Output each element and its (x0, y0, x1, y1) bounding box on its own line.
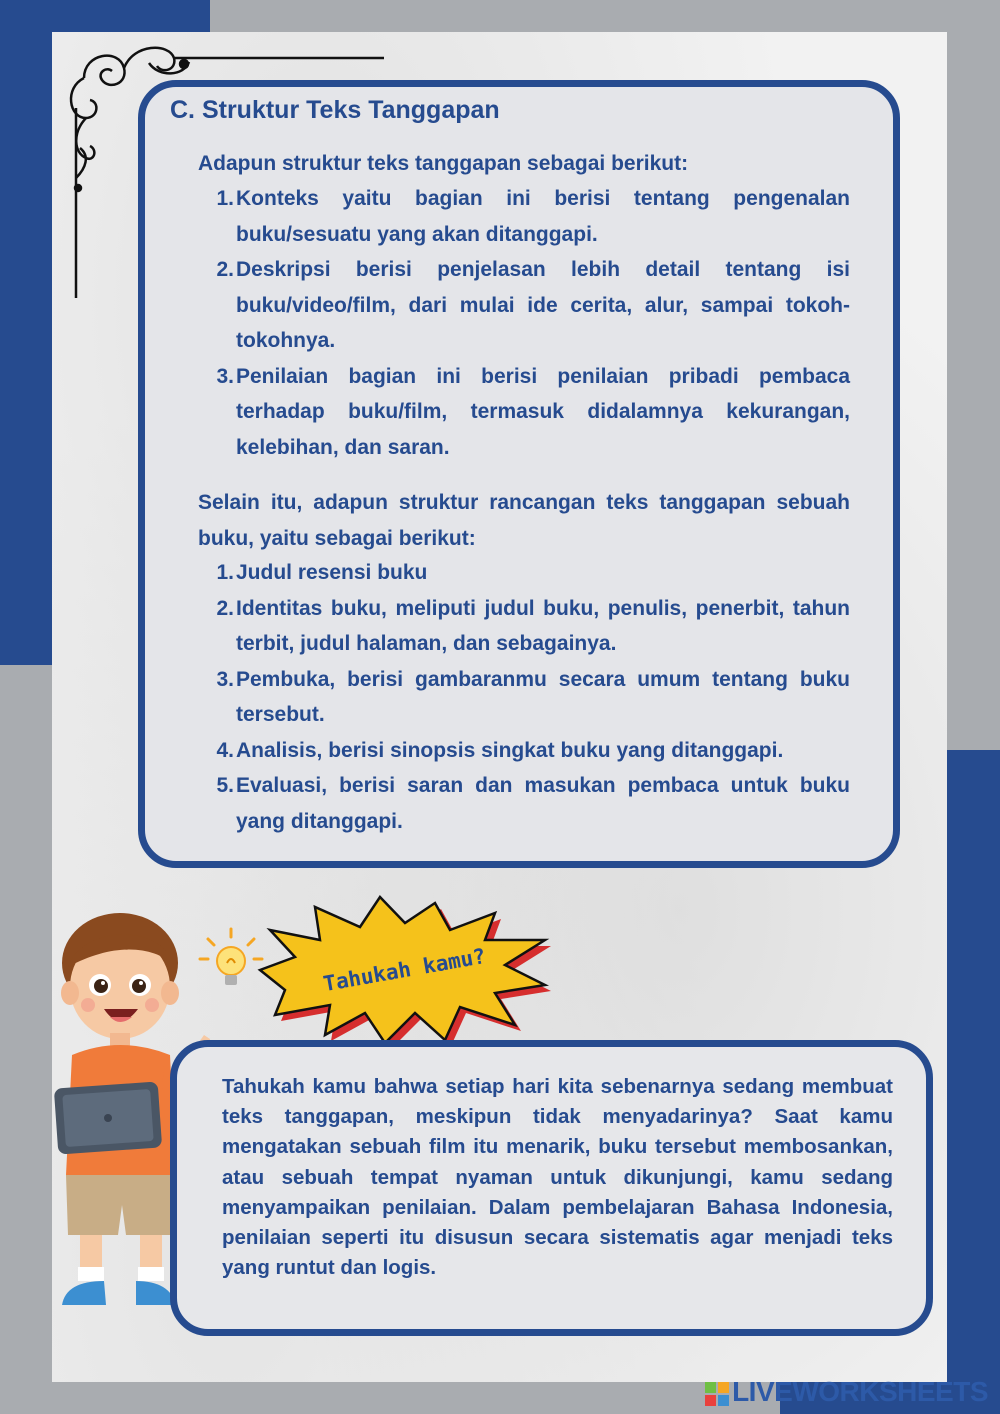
item-number: 3. (216, 364, 234, 388)
item-text: Evaluasi, berisi saran dan masukan pembaca untuk buku yang ditanggapi. (236, 774, 850, 833)
item-number: 1. (216, 187, 234, 210)
liveworksheets-logo-icon (705, 1382, 729, 1406)
background-block-bottom-right (940, 750, 1000, 1414)
liveworksheets-watermark (705, 1376, 988, 1408)
item-number: 2. (216, 258, 234, 281)
item-text: Penilaian bagian ini berisi penilaian pribadi pembaca terhadap buku/film, termasuk didalamnya kekurangan, kelebihan, dan saran. (236, 364, 850, 459)
item-number: 2. (216, 596, 234, 620)
item-number: 3. (216, 667, 234, 691)
item-number: 4. (216, 738, 234, 762)
intro-text: Adapun struktur teks tanggapan sebagai berikut: (198, 152, 689, 175)
background-strip-top (210, 0, 1000, 32)
item-number: 5. (216, 774, 234, 797)
structure-list (198, 181, 850, 465)
item-text: Identitas buku, meliputi judul buku, penulis, penerbit, tahun terbit, judul halaman, dan sebagainya. (236, 596, 850, 655)
section-title: C. Struktur Teks Tanggapan (170, 96, 500, 124)
item-text: Judul resensi buku (236, 561, 428, 584)
item-number: 1. (216, 561, 234, 584)
list-item (198, 662, 850, 733)
design-intro-text: Selain itu, adapun struktur rancangan teks tanggapan sebuah buku, yaitu sebagai berikut: (198, 491, 850, 550)
design-list (198, 555, 850, 839)
list-item (198, 359, 850, 466)
item-text: Konteks yaitu bagian ini berisi tentang pengenalan buku/sesuatu yang akan ditanggapi. (236, 187, 850, 246)
list-item (198, 252, 850, 359)
list-item (198, 591, 850, 662)
item-text: Analisis, berisi sinopsis singkat buku yang ditanggapi. (236, 738, 784, 762)
burst-label: Tahukah kamu? (321, 943, 488, 997)
item-text: Deskripsi berisi penjelasan lebih detail tentang isi buku/video/film, dari mulai ide cerita, alur, sampai tokoh-tokohnya. (236, 258, 850, 352)
list-item (198, 181, 850, 252)
item-text: Pembuka, berisi gambaranmu secara umum tentang buku tersebut. (236, 667, 850, 726)
watermark-text: LIVEWORKSHEETS (732, 1376, 988, 1407)
list-item (198, 733, 850, 769)
tahukah-kamu-burst (255, 895, 555, 1045)
fact-text: Tahukah kamu bahwa setiap hari kita sebenarnya sedang membuat teks tanggapan, meskipun tidak menyadarinya? Saat kamu mengatakan sebuah film itu menarik, buku tersebut membosankan, atau sebuah tempat nyaman untuk dikunjungi, kamu sedang menyampaikan penilaian. Dalam pembelajaran Bahasa Indonesia, penilaian seperti itu disusun secara sistematis agar menjadi teks yang runtut dan logis. (222, 1075, 893, 1280)
list-item (198, 768, 850, 839)
list-item (198, 555, 850, 591)
